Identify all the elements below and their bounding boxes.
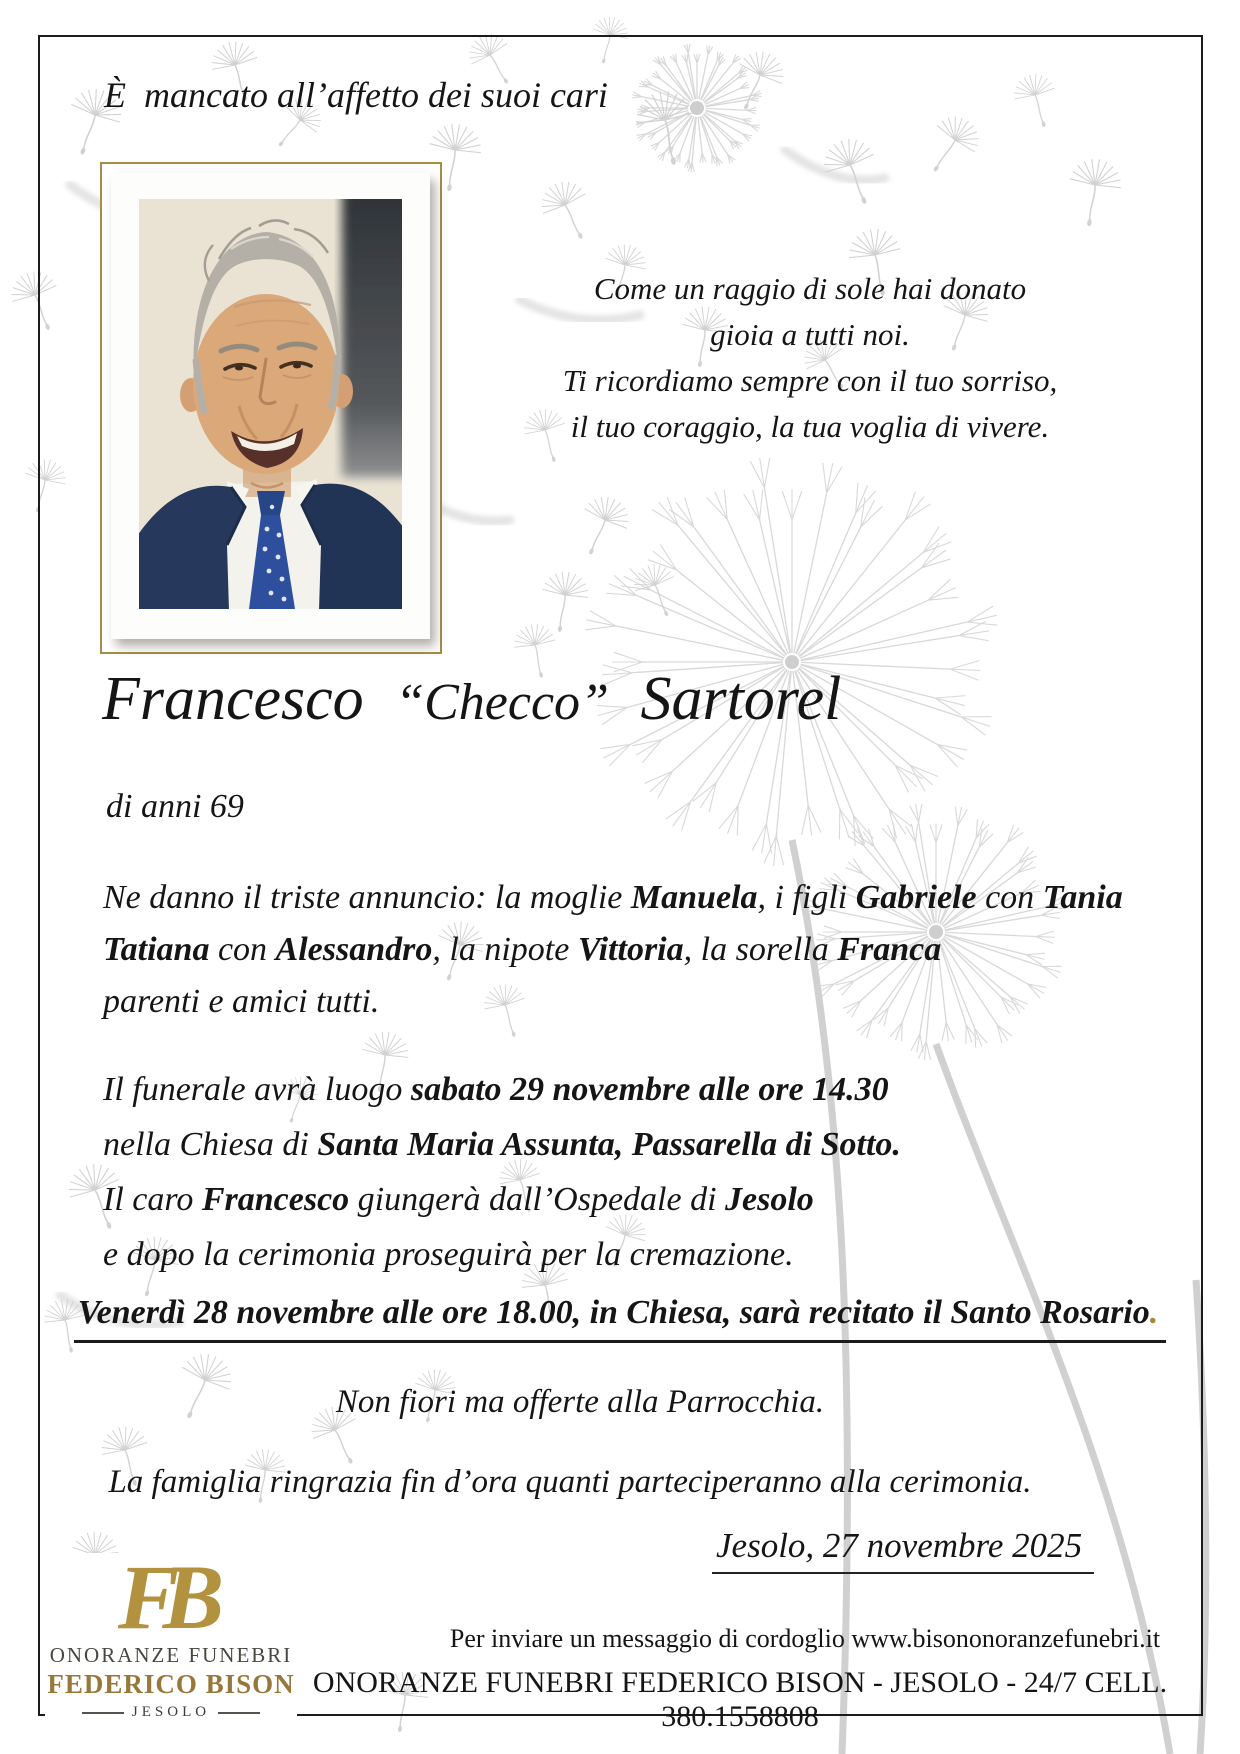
funeral-line-3: Il caro Francesco giungerà dall’Ospedale di Jesolo [103, 1181, 814, 1218]
opening-line: È mancato all’affetto dei suoi cari [104, 75, 608, 115]
logo-city-label: JESOLO [131, 1704, 211, 1720]
deceased-age: di anni 69 [106, 788, 244, 825]
rosary-notice [0, 1294, 1240, 1343]
family-announcement [103, 872, 1123, 1028]
flowers-notice: Non fiori ma offerte alla Parrocchia. [335, 1384, 825, 1420]
logo-company-name: FEDERICO BISON [47, 1669, 295, 1699]
deceased-photo [139, 199, 402, 609]
photo-matte [111, 173, 430, 639]
funeral-line-2: nella Chiesa di Santa Maria Assunta, Passarella di Sotto. [103, 1126, 901, 1163]
contact-line: ONORANZE FUNEBRI FEDERICO BISON - JESOLO - 24/7 CELL. 380.1558808 [312, 1666, 1168, 1733]
memorial-verse [500, 266, 1120, 450]
logo-city [47, 1704, 295, 1721]
logo-dash-right [218, 1712, 260, 1714]
dateline-text: Jesolo, 27 novembre 2025 [712, 1526, 1094, 1574]
thanks-line: La famiglia ringrazia fin d’ora quanti parteciperanno alla cerimonia. [108, 1464, 1032, 1500]
photo-frame [100, 162, 442, 654]
logo-company-type: ONORANZE FUNEBRI [49, 1643, 293, 1667]
verse-line-2: gioia a tutti noi. [710, 317, 910, 352]
logo-dash-left [82, 1712, 124, 1714]
announcement-line-3: parenti e amici tutti. [103, 983, 380, 1020]
verse-line-4: il tuo coraggio, la tua voglia di vivere. [570, 409, 1050, 444]
dateline [712, 1526, 1094, 1574]
logo-monogram: FB [117, 1546, 208, 1648]
condolence-message: Per inviare un messaggio di cordoglio www.bisononoranzefunebri.it [449, 1624, 1161, 1653]
announcement-line-2: Tatiana con Alessandro, la nipote Vittoria, la sorella Franca [103, 931, 942, 968]
announcement-line-1: Ne danno il triste annuncio: la moglie Manuela, i figli Gabriele con Tania [103, 879, 1123, 916]
verse-line-3: Ti ricordiamo sempre con il tuo sorriso, [562, 363, 1058, 398]
funeral-details [103, 1062, 901, 1282]
funeral-line-1: Il funerale avrà luogo sabato 29 novembre alle ore 14.30 [103, 1071, 889, 1108]
verse-line-1: Come un raggio di sole hai donato [593, 271, 1027, 306]
rosary-text: Venerdì 28 novembre alle ore 18.00, in Chiesa, sarà recitato il Santo Rosario. [74, 1294, 1167, 1343]
funeral-home-logo [45, 1546, 297, 1731]
funeral-line-4: e dopo la cerimonia proseguirà per la cremazione. [103, 1236, 794, 1273]
deceased-name: Francesco “Checco” Sartorel [102, 665, 842, 733]
